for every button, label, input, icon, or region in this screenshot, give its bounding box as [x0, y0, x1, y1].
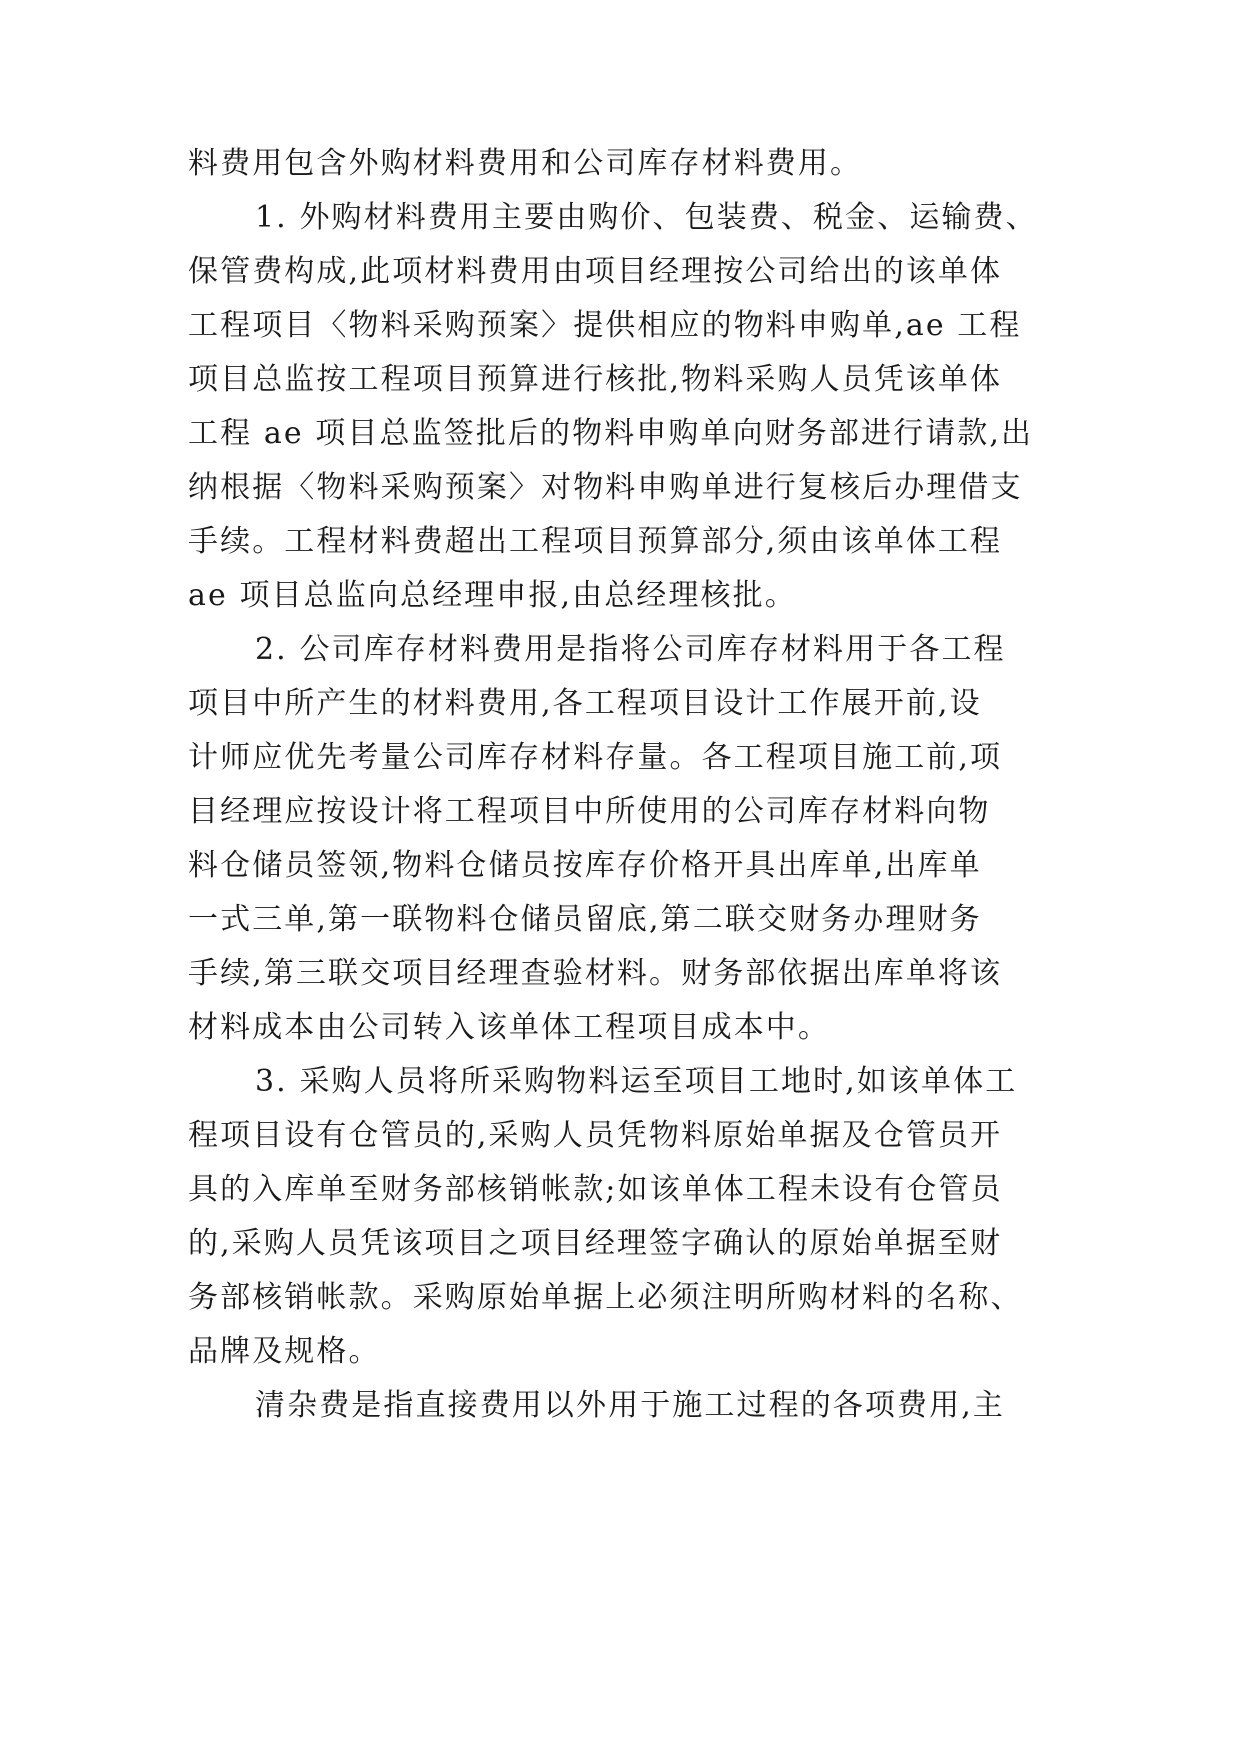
text-line: 纳根据〈物料采购预案〉对物料申购单进行复核后办理借支	[188, 470, 1023, 505]
text-line: 手续,第三联交项目经理查验材料。财务部依据出库单将该	[188, 956, 1003, 991]
text-line: 计师应优先考量公司库存材料存量。各工程项目施工前,项	[188, 740, 1003, 775]
text-line: 3. 采购人员将所采购物料运至项目工地时,如该单体工	[255, 1064, 1018, 1099]
text-line: ae 项目总监向总经理申报,由总经理核批。	[188, 578, 797, 613]
text-line: 材料成本由公司转入该单体工程项目成本中。	[188, 1010, 830, 1045]
text-line: 2. 公司库存材料费用是指将公司库存材料用于各工程	[255, 632, 1006, 667]
text-line: 1. 外购材料费用主要由购价、包装费、税金、运输费、	[255, 200, 1038, 235]
text-line: 料仓储员签领,物料仓储员按库存价格开具出库单,出库单	[188, 848, 982, 883]
text-line: 一式三单,第一联物料仓储员留底,第二联交财务办理财务	[188, 902, 982, 937]
text-line: 工程项目〈物料采购预案〉提供相应的物料申购单,ae 工程	[188, 308, 1022, 343]
text-line: 的,采购人员凭该项目之项目经理签字确认的原始单据至财	[188, 1226, 1003, 1261]
text-line: 清杂费是指直接费用以外用于施工过程的各项费用,主	[255, 1388, 1005, 1423]
text-line: 品牌及规格。	[188, 1334, 381, 1369]
text-line: 手续。工程材料费超出工程项目预算部分,须由该单体工程	[188, 524, 1003, 559]
text-line: 项目总监按工程项目预算进行核批,物料采购人员凭该单体	[188, 362, 1003, 397]
text-line: 工程 ae 项目总监签批后的物料申购单向财务部进行请款,出	[188, 416, 1034, 451]
text-line: 务部核销帐款。采购原始单据上必须注明所购材料的名称、	[188, 1280, 1023, 1315]
text-line: 目经理应按设计将工程项目中所使用的公司库存材料向物	[188, 794, 991, 829]
text-line: 程项目设有仓管员的,采购人员凭物料原始单据及仓管员开	[188, 1118, 1003, 1153]
text-line: 料费用包含外购材料费用和公司库存材料费用。	[188, 146, 863, 181]
text-line: 项目中所产生的材料费用,各工程项目设计工作展开前,设	[188, 686, 982, 721]
text-line: 具的入库单至财务部核销帐款;如该单体工程未设有仓管员	[188, 1172, 1003, 1207]
text-line: 保管费构成,此项材料费用由项目经理按公司给出的该单体	[188, 254, 1003, 289]
